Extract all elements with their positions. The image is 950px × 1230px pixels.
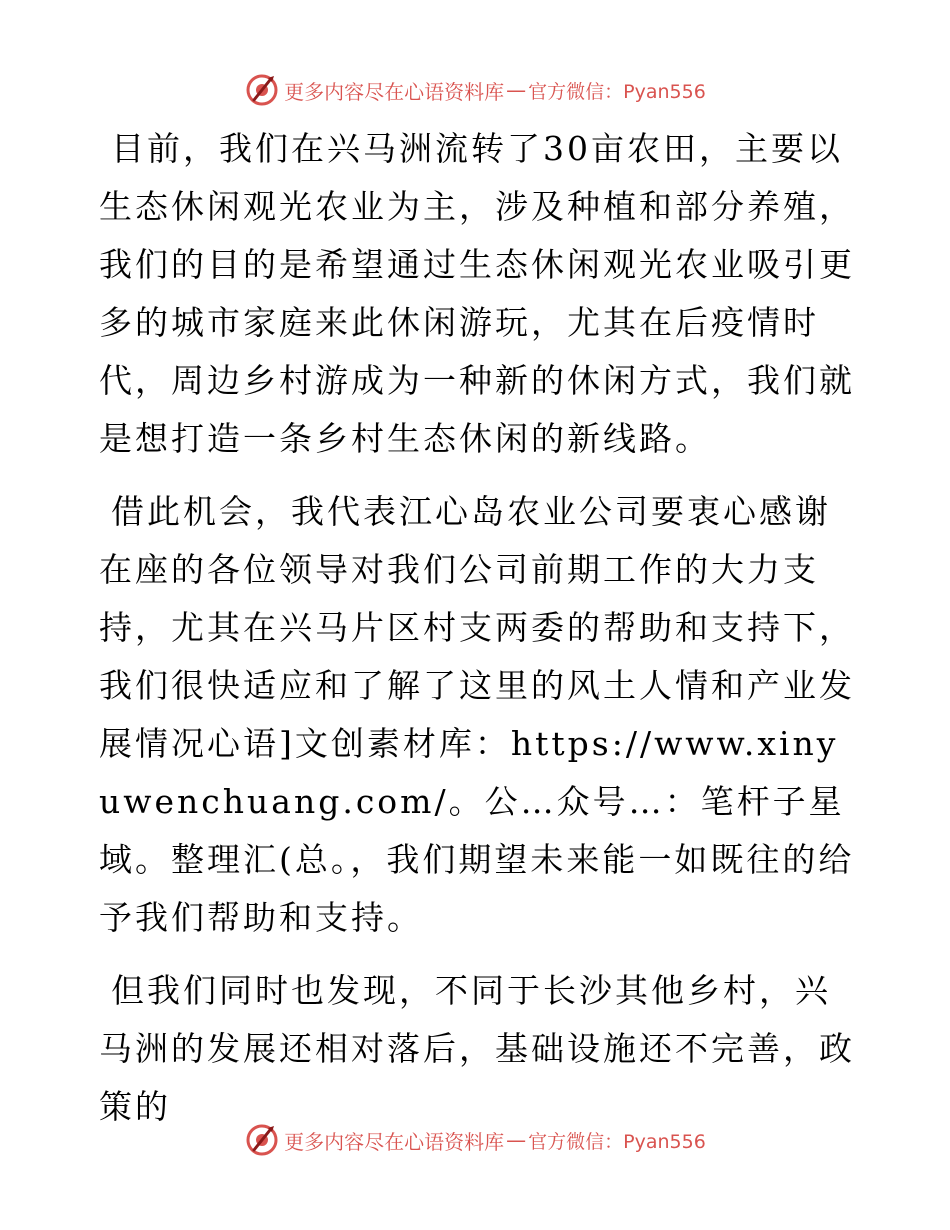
banner-brand-text: 更多内容尽在心语资料库 (284, 79, 505, 104)
paragraph-2: 借此机会，我代表江心岛农业公司要衷心感谢在座的各位领导对我们公司前期工作的大力支持，尤其在兴马片区村支两委的帮助和支持下，我们很快适应和了解了这里的风土人情和产业发展情况心语]文创素材库：https://www.xinyuwenchuang.com/。公…众号…：笔杆子星域。整理汇(总。，我们期望未来能一如既往的给予我们帮助和支持。 (99, 492, 855, 937)
banner-brand-text: 更多内容尽在心语资料库 (284, 1129, 505, 1154)
header-banner[interactable] (0, 70, 950, 110)
banner-dash: — (506, 1128, 527, 1152)
banner-wechat-text: 官方微信：Pyan556 (528, 1130, 706, 1153)
brand-logo-icon (244, 72, 280, 108)
paragraph-1: 目前，我们在兴马洲流转了30亩农田，主要以生态休闲观光农业为主，涉及种植和部分养殖，我们的目的是希望通过生态休闲观光农业吸引更多的城市家庭来此休闲游玩，尤其在后疫情时代，周边乡村游成为一种新的休闲方式，我们就是想打造一条乡村生态休闲的新线路。 (99, 129, 855, 458)
brand-logo-icon (244, 1122, 280, 1158)
footer-banner[interactable] (0, 1120, 950, 1160)
paragraph-3: 但我们同时也发现，不同于长沙其他乡村，兴马洲的发展还相对落后，基础设施还不完善，政策的 (99, 971, 855, 1126)
document-body (99, 120, 859, 1151)
banner-dash: — (506, 78, 527, 102)
banner-wechat-text: 官方微信：Pyan556 (528, 80, 706, 103)
